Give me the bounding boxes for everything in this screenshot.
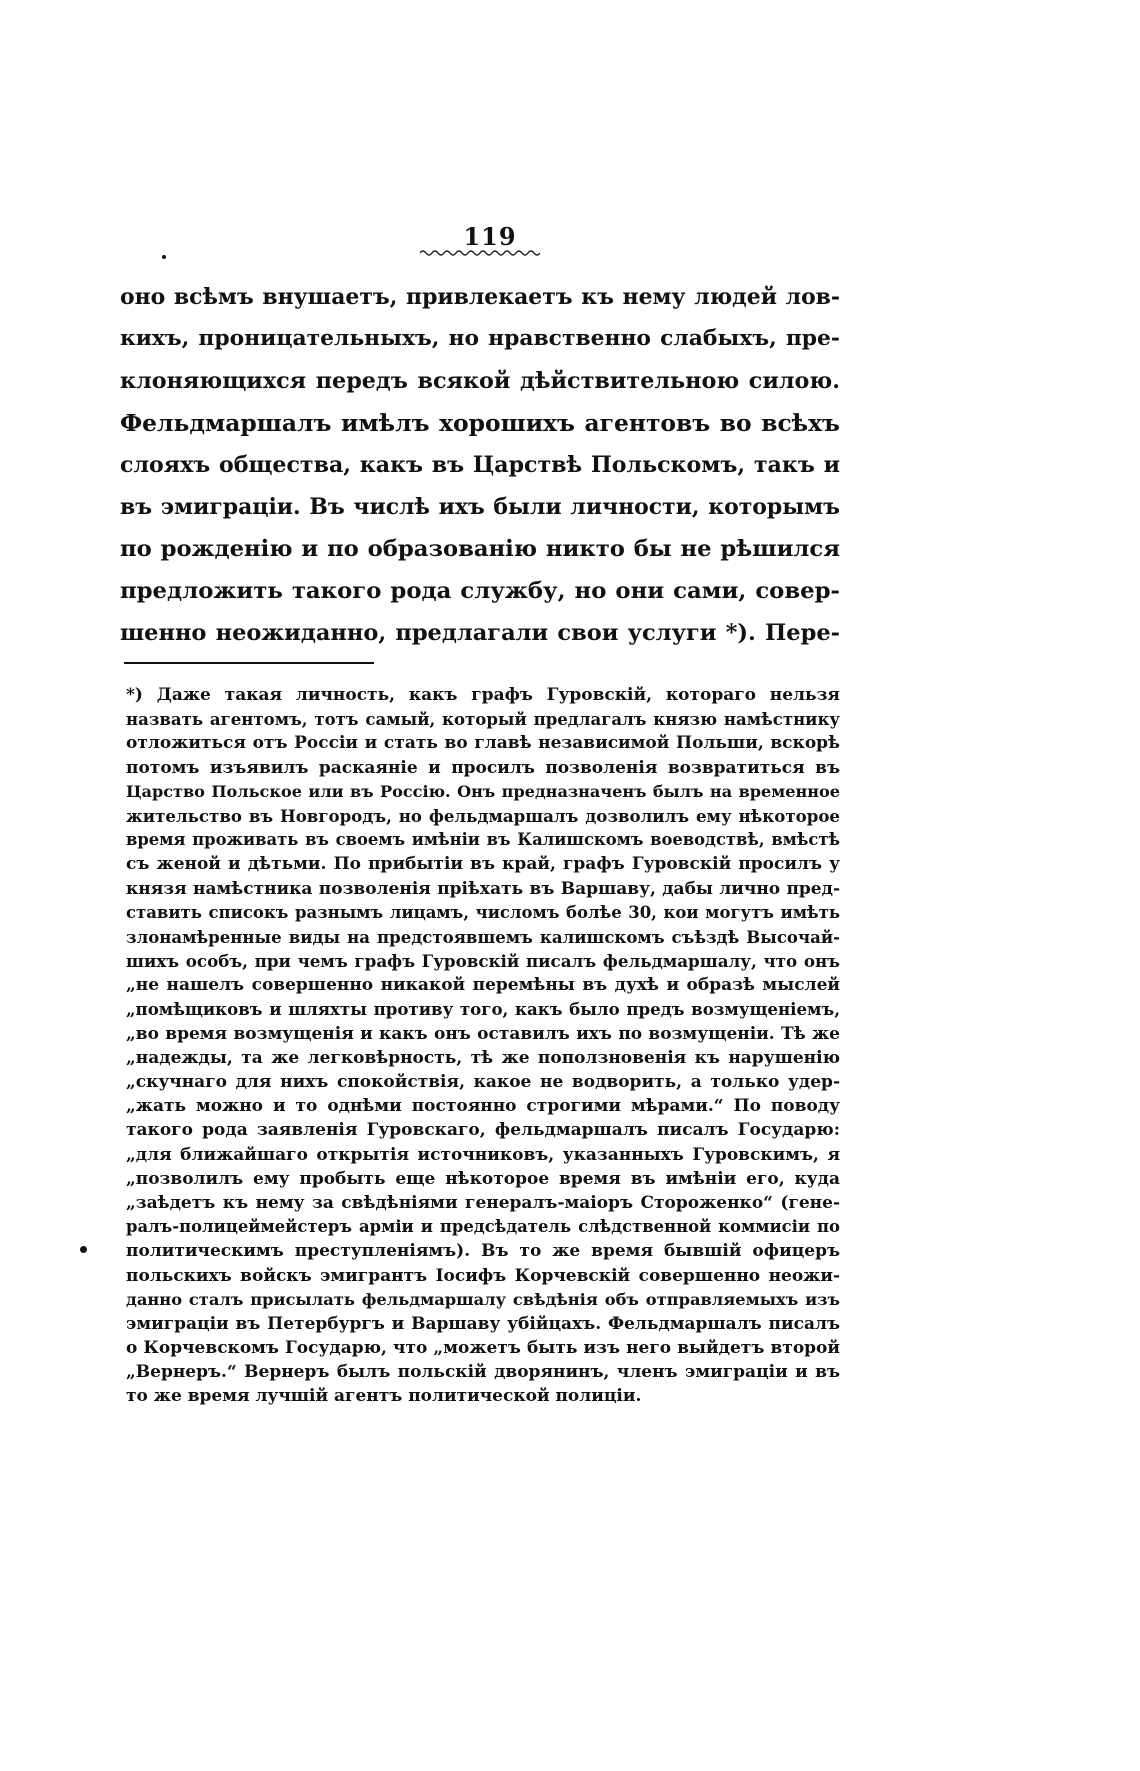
footnote-line: ставить списокъ разнымъ лицамъ, числомъ болѣе 30, кои могутъ имѣть	[126, 902, 840, 922]
main-line: клоняющихся передъ всякой дѣйствительною силою.	[120, 368, 840, 394]
speck-mark	[80, 1246, 87, 1253]
footnote-line: отложиться отъ Россіи и стать во главѣ независимой Польши, вскорѣ	[126, 733, 840, 754]
footnote-line: потомъ изъявилъ раскаяніе и просилъ позволенія возвратиться въ	[126, 757, 840, 778]
main-line: оно всѣмъ внушаетъ, привлекаетъ къ нему людей лов-	[120, 284, 840, 310]
footnote-line: жительство въ Новгородъ, но фельдмаршалъ дозволилъ ему нѣкоторое	[126, 805, 840, 826]
footnote-line: „Вернеръ.“ Вернеръ былъ польскій дворянинъ, членъ эмиграціи и въ	[126, 1362, 840, 1383]
footnote-line: князя намѣстника позволенія пріѣхать въ Варшаву, дабы лично пред-	[126, 878, 840, 899]
speck-mark	[162, 255, 166, 259]
page-number: 119	[463, 222, 517, 251]
footnote-line: то же время лучшій агентъ политической полиціи.	[126, 1386, 642, 1407]
footnote-line: о Корчевскомъ Государю, что „можетъ быть изъ него выйдетъ второй	[126, 1338, 840, 1359]
main-line: по рожденію и по образованію никто бы не рѣшился	[120, 536, 840, 562]
footnote-line: польскихъ войскъ эмигрантъ Іосифъ Корчевскій совершенно неожи-	[126, 1265, 840, 1286]
footnote-line: „позволилъ ему пробыть еще нѣкоторое время въ имѣніи его, куда	[126, 1168, 840, 1189]
footnote-line: эмиграціи въ Петербургъ и Варшаву убійцахъ. Фельдмаршалъ писалъ	[126, 1313, 840, 1334]
footnote-line: „жать можно и то однѣми постоянно строгими мѣрами.“ По поводу	[126, 1096, 840, 1117]
footnote-line: назвать агентомъ, тотъ самый, который предлагалъ князю намѣстнику	[126, 709, 840, 730]
footnote-divider	[124, 662, 374, 664]
footnote-line: съ женой и дѣтьми. По прибытіи въ край, графъ Гуровскій просилъ у	[126, 854, 840, 875]
main-line: шенно неожиданно, предлагали свои услуги *). Пере-	[120, 620, 840, 646]
footnote-line: „скучнаго для нихъ спокойствія, какое не водворить, а только удер-	[126, 1072, 840, 1092]
footnote-line: „во время возмущенія и какъ онъ оставилъ ихъ по возмущеніи. Тѣ же	[126, 1023, 840, 1044]
footnote-line: шихъ особъ, при чемъ графъ Гуровскій писалъ фельдмаршалу, что онъ	[126, 951, 840, 972]
wavy-underline-ornament	[420, 248, 540, 258]
main-line: предложить такого рода службу, но они сами, совер-	[120, 578, 840, 604]
footnote	[126, 683, 840, 1409]
footnote-line: „для ближайшаго открытія источниковъ, указанныхъ Гуровскимъ, я	[126, 1144, 840, 1165]
footnote-line: данно сталъ присылать фельдмаршалу свѣдѣнія объ отправляемыхъ изъ	[126, 1289, 840, 1309]
footnote-line: политическимъ преступленіямъ). Въ то же время бывшій офицеръ	[126, 1241, 840, 1262]
main-line: кихъ, проницательныхъ, но нравственно слабыхъ, пре-	[120, 326, 840, 351]
footnote-line: „помѣщиковъ и шляхты противу того, какъ было предъ возмущеніемъ,	[126, 999, 840, 1020]
footnote-line: *) Даже такая личность, какъ графъ Гуровскій, котораго нельзя	[126, 685, 840, 705]
footnote-line: Царство Польское или въ Россію. Онъ предназначенъ былъ на временное	[126, 781, 840, 801]
footnote-line: такого рода заявленія Гуровскаго, фельдмаршалъ писалъ Государю:	[126, 1120, 840, 1141]
footnote-line: „не нашелъ совершенно никакой перемѣны въ духѣ и образѣ мыслей	[126, 975, 840, 996]
main-line: слояхъ общества, какъ въ Царствѣ Польскомъ, такъ и	[120, 452, 840, 478]
footnote-line: „заѣдетъ къ нему за свѣдѣніями генералъ-маіоръ Стороженко“ (гене-	[126, 1192, 840, 1213]
main-line: Фельдмаршалъ имѣлъ хорошихъ агентовъ во всѣхъ	[120, 409, 840, 437]
footnote-line: злонамѣренные виды на предстоявшемъ калишскомъ съѣздѣ Высочай-	[126, 926, 840, 947]
footnote-line: ралъ-полицеймейстеръ арміи и предсѣдатель слѣдственной коммисіи по	[126, 1217, 840, 1237]
main-line: въ эмиграціи. Въ числѣ ихъ были личности, которымъ	[120, 494, 840, 520]
main-text	[120, 276, 840, 654]
footnote-line: время проживать въ своемъ имѣніи въ Калишскомъ воеводствѣ, вмѣстѣ	[126, 830, 840, 850]
footnote-line: „надежды, та же легковѣрность, тѣ же поползновенія къ нарушенію	[126, 1047, 840, 1068]
